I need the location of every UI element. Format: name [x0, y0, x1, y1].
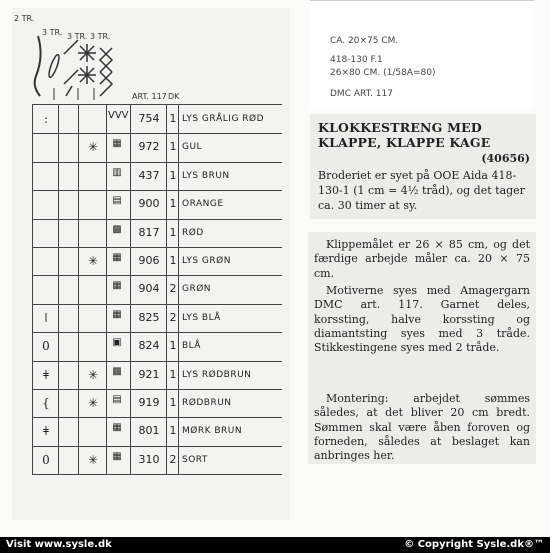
row-mark	[38, 167, 54, 185]
table-row	[32, 162, 282, 191]
art-number: 900	[138, 197, 160, 211]
table-row	[32, 361, 282, 390]
row-mark: 0	[42, 339, 50, 354]
art-column-header: ART. 117	[132, 92, 167, 101]
art-number: 437	[138, 168, 160, 182]
strand-count: 1	[169, 168, 177, 182]
row-mark: ǂ	[43, 367, 49, 382]
table-row	[32, 275, 282, 304]
art-number: 825	[138, 310, 160, 324]
strand-label: 3 TR.	[90, 32, 111, 41]
color-name: RØDBRUN	[182, 398, 232, 408]
article-ref: (40656)	[481, 152, 530, 165]
chart-symbol: ▦	[112, 138, 122, 150]
art-number: 921	[138, 367, 160, 381]
stitch-symbol	[84, 309, 102, 327]
row-mark	[38, 252, 54, 270]
color-name: LYS BRUN	[182, 170, 230, 181]
article-body-box	[308, 232, 536, 464]
art-number: 919	[138, 396, 160, 409]
color-chart	[12, 8, 290, 520]
row-mark: ǀ	[44, 310, 48, 325]
strand-count: 1	[169, 339, 177, 353]
art-number: 754	[138, 112, 160, 125]
stitch-symbol	[84, 337, 102, 355]
stitch-symbol	[84, 195, 102, 213]
chart-symbol: ▥	[112, 166, 122, 178]
stitch-symbol	[84, 280, 102, 298]
note-line: 418-130 F.1	[330, 55, 383, 65]
chart-symbol: ▩	[112, 223, 122, 235]
strand-count: 1	[169, 225, 177, 239]
note-line: CA. 20×75 CM.	[330, 36, 399, 46]
table-row	[32, 133, 282, 162]
stitch-diagrams	[28, 26, 118, 101]
strand-count: 1	[169, 424, 177, 438]
color-name: LYS GRØN	[182, 256, 231, 266]
color-name: RØD	[182, 227, 204, 238]
color-name: LYS BLÅ	[182, 312, 221, 323]
strand-count: 2	[169, 282, 177, 296]
strand-label: 3 TR.	[67, 32, 88, 41]
strand-count: 2	[169, 310, 177, 324]
stitch-symbol: ✳	[87, 452, 99, 467]
row-mark: 0	[42, 452, 50, 467]
strand-count: 1	[169, 197, 177, 211]
color-name: BLÅ	[182, 341, 201, 352]
color-name: ORANGE	[182, 199, 224, 210]
strand-count: 1	[169, 140, 177, 154]
row-mark	[38, 224, 54, 242]
color-name: SORT	[182, 454, 208, 465]
copyright-text: © Copyright Sysle.dk®™	[404, 539, 544, 550]
art-number: 801	[138, 424, 160, 438]
table-row	[32, 332, 282, 361]
art-number: 904	[138, 282, 160, 296]
chart-symbol: ▦	[112, 280, 122, 292]
chart-symbol: ▦	[112, 252, 122, 263]
strand-label: 3 TR.	[42, 28, 63, 37]
table-row	[32, 389, 282, 418]
footer-link[interactable]: Visit www.sysle.dk	[6, 539, 112, 550]
note-line: 26×80 CM. (1/58A=80)	[330, 68, 436, 78]
footer-bar	[0, 537, 550, 553]
chart-symbol: VVV	[108, 110, 129, 121]
strand-count: 1	[169, 367, 177, 381]
table-row	[32, 417, 282, 446]
row-mark	[38, 195, 54, 213]
table-row	[32, 247, 282, 276]
color-name: MØRK BRUN	[182, 426, 243, 437]
art-number: 972	[138, 140, 160, 154]
chart-symbol: ▤	[112, 195, 122, 207]
table-row	[32, 304, 282, 333]
stitch-symbol: ✳	[87, 140, 99, 155]
color-name: LYS GRÅLIG RØD	[182, 114, 265, 124]
paragraph-assembly: Montering: arbejdet sømmes således, at det bliver 20 cm bredt. Sømmen skal være åben foroven og forneden, således at beslaget kan anbringes her.	[314, 392, 530, 463]
stitch-symbol	[84, 422, 102, 440]
row-mark: ǂ	[43, 424, 49, 439]
art-number: 310	[138, 452, 160, 466]
stitch-symbol: ✳	[87, 367, 99, 382]
article-intro: Broderiet er syet på OOE Aida 418-130-1 (1 cm = 4½ tråd), og det tager ca. 30 timer at sy.	[318, 169, 525, 212]
stitch-symbol	[84, 110, 102, 128]
strand-count: 1	[169, 396, 177, 409]
table-row	[32, 446, 282, 475]
stitch-symbol: ✳	[87, 254, 99, 268]
row-mark	[38, 280, 54, 298]
color-name: GUL	[182, 142, 203, 153]
chart-symbol: ▣	[112, 337, 122, 349]
paragraph-size: Klippemålet er 26 × 85 cm, og det færdige arbejde måler ca. 20 × 75 cm.	[314, 238, 530, 280]
stitch-symbol	[84, 167, 102, 185]
art-number: 906	[138, 254, 160, 267]
chart-table	[32, 104, 282, 475]
chart-symbol: ▦	[112, 308, 122, 320]
article-title: KLOKKESTRENG MED KLAPPE, KLAPPE KAGE	[318, 120, 491, 150]
strand-count: 2	[169, 452, 177, 466]
chart-symbol: ▩	[112, 365, 122, 377]
right-column	[300, 0, 550, 525]
article-header-box	[310, 114, 536, 219]
table-row	[32, 105, 282, 134]
notes-box	[310, 0, 534, 108]
table-row	[32, 190, 282, 219]
row-mark: {	[42, 396, 50, 410]
chart-symbol: ▤	[112, 394, 122, 405]
chart-symbol: ▦	[112, 450, 122, 462]
stitch-symbol: ✳	[87, 396, 99, 410]
color-name: GRØN	[182, 284, 212, 295]
dk-column-header: DK	[168, 92, 180, 101]
art-number: 817	[138, 225, 160, 239]
paragraph-yarn: Motiverne syes med Amagergarn DMC art. 117. Garnet deles, korssting, halve korssting og diamantsting syes med 3 tråde. Stikkestingene syes med 2 tråde.	[314, 284, 530, 355]
table-row	[32, 219, 282, 248]
color-name: LYS RØDBRUN	[182, 369, 252, 380]
chart-symbol: ▦	[112, 422, 122, 434]
note-line: DMC ART. 117	[330, 89, 393, 99]
art-number: 824	[138, 339, 160, 353]
stitch-symbol	[84, 224, 102, 242]
strand-count: 1	[169, 112, 177, 125]
strand-label: 2 TR.	[14, 14, 35, 23]
row-mark	[38, 138, 54, 156]
row-mark: :	[43, 112, 49, 126]
strand-count: 1	[169, 254, 177, 267]
